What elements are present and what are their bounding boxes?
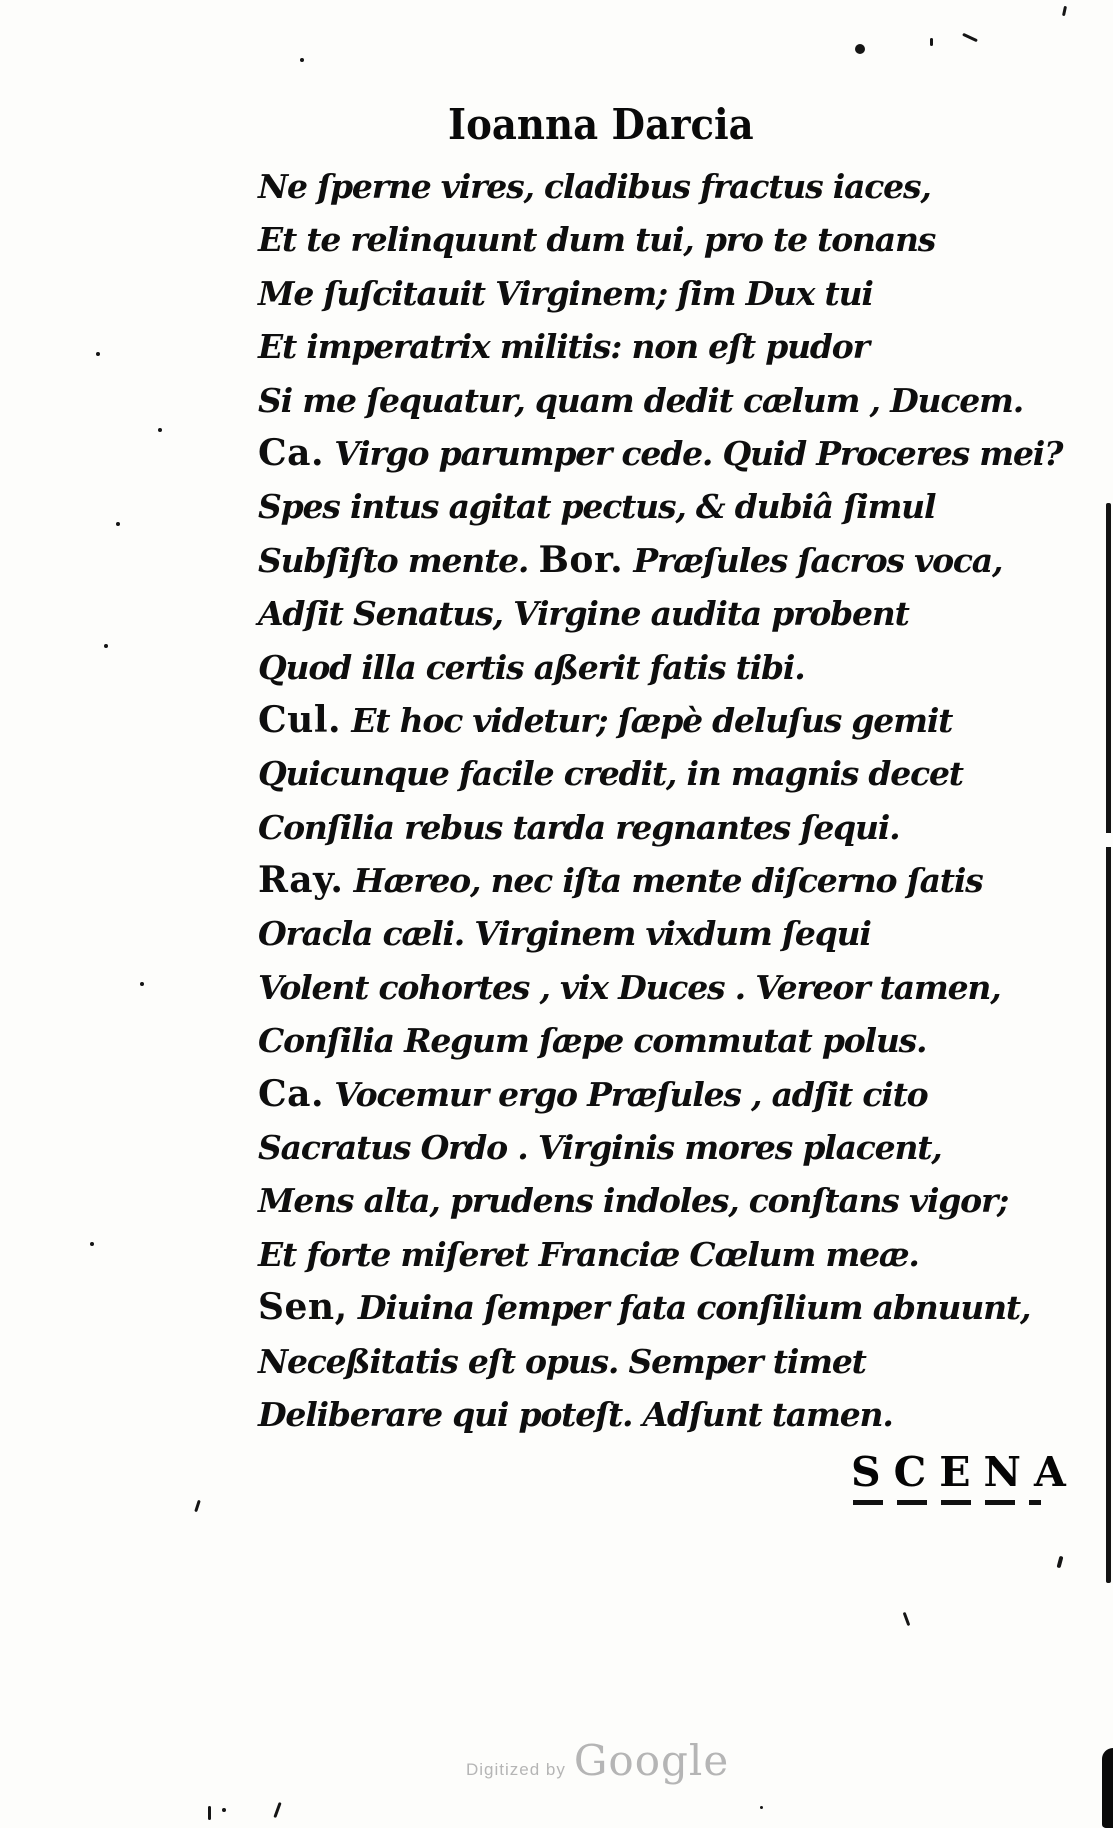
watermark-prefix: Digitized by: [466, 1760, 566, 1779]
google-logo: Google: [573, 1736, 730, 1785]
verse-line: [258, 747, 978, 800]
verse-line: [258, 1388, 978, 1441]
verse-line: [258, 427, 1063, 480]
verse-text: Conſilia Regum ſæpe commutat polus.: [258, 1021, 927, 1061]
ink-speck: [273, 1802, 281, 1818]
speaker-label: Bor.: [538, 538, 624, 581]
verse-line: [258, 1121, 978, 1174]
verse-line: [258, 854, 983, 907]
verse-text: Et te relinquunt dum tui, pro te tonans: [258, 220, 936, 260]
ink-speck: [1062, 6, 1067, 16]
verse-text: Et forte miſeret Franciæ Cœlum meæ.: [258, 1234, 919, 1274]
verse-text: Deliberare qui poteſt. Adſunt tamen.: [258, 1394, 893, 1434]
verse-line: [258, 267, 978, 320]
verse-line: [258, 374, 1024, 427]
ink-speck: [930, 38, 933, 46]
verse-text: Adſit Senatus, Virgine audita probent: [258, 594, 909, 634]
verse-line: [258, 907, 978, 960]
ink-speck: [760, 1806, 763, 1809]
ink-speck: [208, 1806, 211, 1820]
verse-line: [258, 961, 1001, 1014]
verse-text: Hæreo, nec iſta mente diſcerno ſatis: [343, 861, 983, 901]
ink-speck: [1057, 1556, 1064, 1569]
verse-line: [258, 213, 978, 266]
ink-speck: [140, 982, 144, 986]
ink-speck: [222, 1808, 226, 1812]
verse-line: [258, 1228, 978, 1281]
ink-speck: [96, 352, 100, 356]
verse-line: [258, 641, 978, 694]
verse-text: Conſilia rebus tarda regnantes ſequi.: [258, 807, 900, 847]
verse-text: Vocemur ergo Præſules , adſit cito: [324, 1074, 928, 1114]
verse-text: Spes intus agitat pectus, & dubiâ ſimul: [258, 487, 936, 527]
verse-line: [258, 1014, 978, 1067]
verse-line: [258, 801, 978, 854]
speaker-label: Ray.: [258, 859, 344, 902]
verse-text: Subſiſto mente.: [258, 540, 539, 580]
verse-block: [258, 160, 1063, 1441]
catchword: SCENA: [851, 1448, 1079, 1496]
verse-line: [258, 320, 978, 373]
verse-text: Neceßitatis eſt opus. Semper timet: [258, 1341, 866, 1381]
verse-text: Mens alta, prudens indoles, conſtans vigor;: [258, 1181, 1009, 1221]
verse-text: Me ſuſcitauit Virginem; ſim Dux tui: [258, 273, 873, 313]
speaker-label: Sen,: [258, 1286, 348, 1329]
verse-line: [258, 587, 978, 640]
ink-speck: [116, 522, 120, 526]
binding-edge-line: [1106, 503, 1111, 1583]
ink-speck: [300, 58, 304, 62]
verse-text: Ne ſperne vires, cladibus fractus iaces,: [258, 167, 931, 206]
verse-text: Diuina ſemper fata conſilium abnuunt,: [347, 1288, 1031, 1328]
speaker-label: Cul.: [258, 698, 342, 741]
ink-speck: [104, 644, 108, 648]
google-watermark: [466, 1736, 729, 1785]
verse-text: Et hoc videtur; ſæpè deluſus gemit: [341, 700, 953, 740]
ink-speck: [962, 33, 978, 42]
catchword-underline: [853, 1500, 1041, 1505]
verse-text: Præſules ſacros voca,: [623, 540, 1003, 580]
verse-line: [258, 1068, 978, 1121]
verse-line: [258, 534, 1003, 587]
ink-speck: [855, 44, 865, 54]
ink-speck: [158, 428, 162, 432]
verse-text: Quicunque facile credit, in magnis decet: [258, 754, 963, 794]
verse-text: Si me ſequatur, quam dedit cælum , Ducem.: [258, 380, 1024, 420]
verse-text: Sacratus Ordo . Virginis mores placent,: [258, 1128, 942, 1168]
speaker-label: Ca.: [258, 431, 325, 474]
ink-speck: [194, 1500, 201, 1512]
page-title: Ioanna Darcia: [448, 100, 754, 149]
verse-text: Volent cohortes , vix Duces . Vereor tamen,: [258, 967, 1001, 1007]
verse-text: Quod illa certis aßerit fatis tibi.: [258, 647, 805, 687]
verse-line: [258, 1281, 1031, 1334]
ink-speck: [903, 1612, 911, 1626]
verse-line: [258, 694, 978, 747]
page-edge-shadow: [1102, 1748, 1113, 1828]
verse-line: [258, 480, 978, 533]
verse-text: Oracla cæli. Virginem vixdum ſequi: [258, 914, 871, 954]
verse-line: [258, 1174, 1009, 1227]
verse-text: Virgo parumper cede. Quid Proceres mei?: [324, 433, 1063, 473]
verse-line: [258, 1335, 978, 1388]
verse-line: [258, 160, 978, 213]
verse-text: Et imperatrix militis: non eſt pudor: [258, 327, 869, 367]
speaker-label: Ca.: [258, 1072, 325, 1115]
ink-speck: [90, 1242, 94, 1246]
